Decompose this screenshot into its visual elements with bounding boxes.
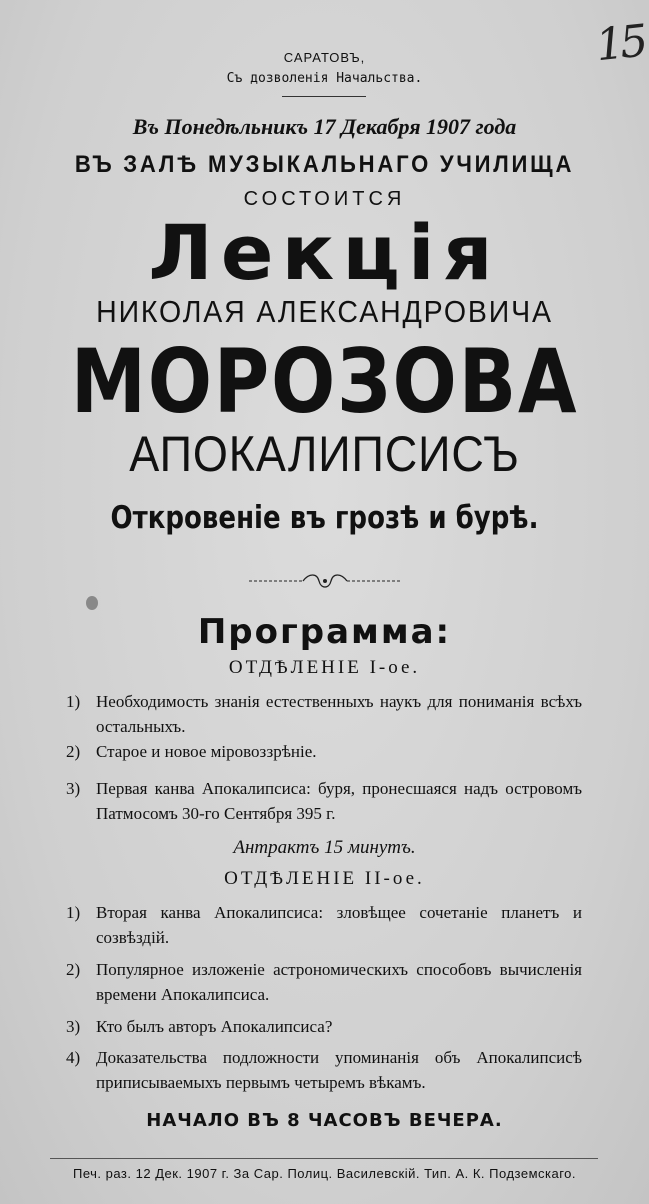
section-1-heading: ОТДѢЛЕНІЕ І-ое. [228,657,421,678]
venue-line: ВЪ ЗАЛѢ МУЗЫКАЛЬНАГО УЧИЛИЩА [74,151,575,178]
item-number: 2) [66,742,81,761]
page-number: 15 [593,15,647,72]
program-title: Программа: [197,612,452,652]
item-text: Необходимость знанія естественныхъ наукъ для пониманія всѣхъ остальныхъ. [96,692,582,736]
item-text: Старое и новое міровоззрѣніе. [96,742,317,761]
item-text: Кто былъ авторъ Апокалипсиса? [96,1017,333,1036]
ornament-divider [245,570,405,592]
lecture-topic: АПОКАЛИПСИСЪ [129,426,520,482]
item-number: 1) [66,903,81,922]
permission-line: Съ дозволенія Начальства. [226,71,423,86]
ink-stain [86,596,98,610]
item-number: 3) [66,1017,81,1036]
item-number: 3) [66,779,81,798]
speaker-name: НИКОЛАЯ АЛЕКСАНДРОВИЧА [96,294,553,329]
item-number: 2) [66,960,81,979]
section-2-heading: ОТДѢЛЕНІЕ ІІ-ое. [224,868,425,889]
start-time: НАЧАЛО ВЪ 8 ЧАСОВЪ ВЕЧЕРА. [146,1110,503,1131]
item-text: Доказательства подложности упоминанія объ Апокалипсисѣ приписываемыхъ первымъ четыремъ вѣкамъ. [96,1048,582,1092]
city-header: САРАТОВЪ, [283,50,366,65]
will-take-place: СОСТОИТСЯ [243,188,406,210]
date-line: Въ Понедѣльникъ 17 Декабря 1907 года [132,114,517,139]
item-number: 1) [66,692,81,711]
intermission: Антрактъ 15 минутъ. [233,837,416,858]
footer-divider [50,1158,598,1159]
printer-imprint: Печ. раз. 12 Дек. 1907 г. За Сар. Полиц. Василевскій. Тип. А. К. Подземскаго. [72,1166,577,1181]
speaker-surname: МОРОЗОВА [70,330,579,433]
item-text: Вторая канва Апокалипсиса: зловѣщее сочетаніе планетъ и созвѣздій. [96,903,582,947]
item-text: Первая канва Апокалипсиса: буря, пронесшаяся надъ островомъ Патмосомъ 30-го Сентября 395 г. [96,779,582,823]
item-text: Популярное изложеніе астрономическихъ способовъ вычисленія времени Апокалипсиса. [96,960,582,1004]
header-divider [282,96,366,97]
lecture-subtitle: Откровеніе въ грозѣ и бурѣ. [110,500,539,536]
lecture-title: Лекція [148,208,501,297]
item-number: 4) [66,1048,81,1067]
